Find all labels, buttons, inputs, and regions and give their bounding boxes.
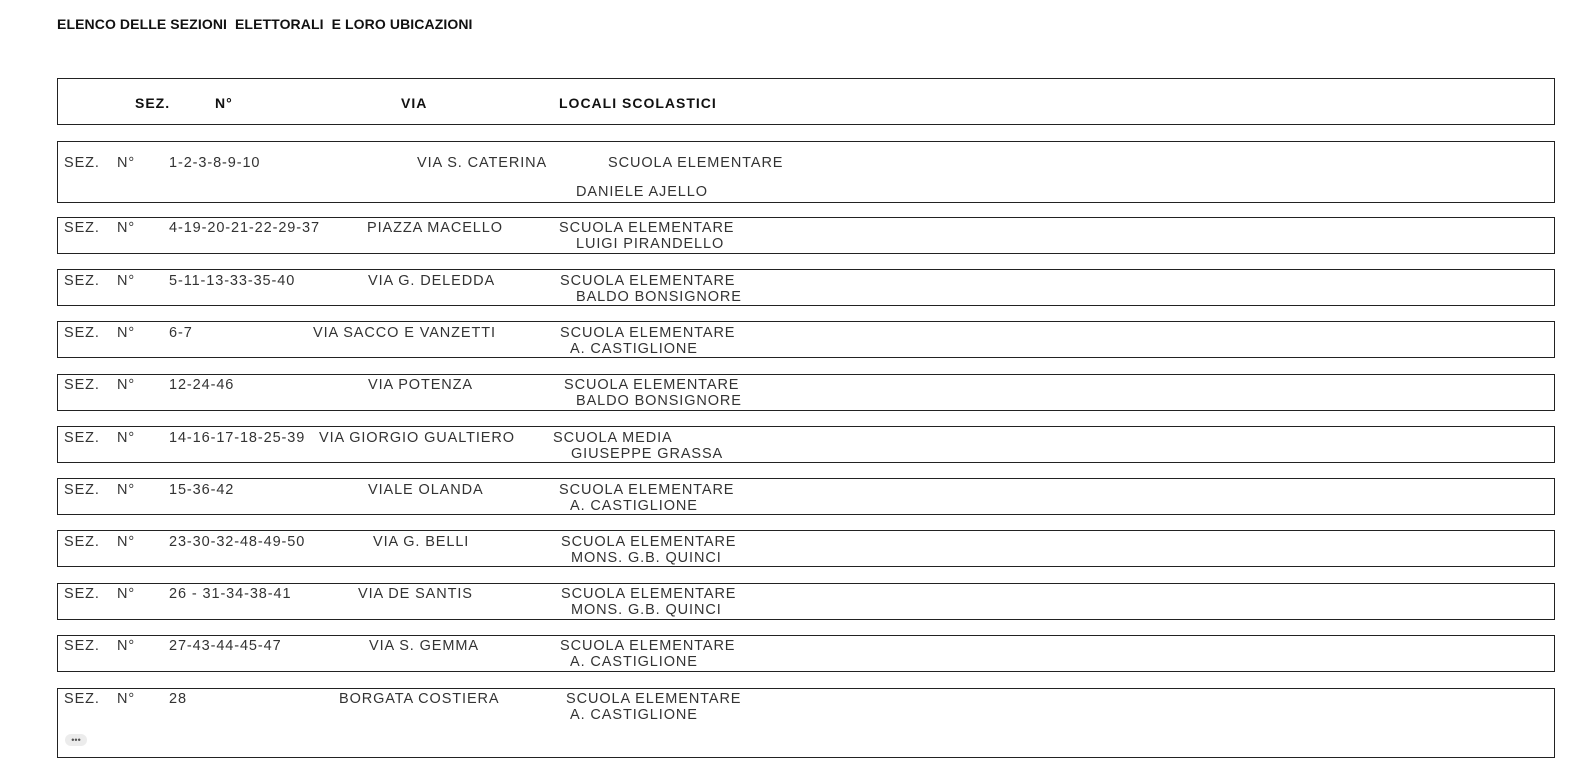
row-sections: 23-30-32-48-49-50 <box>169 534 306 550</box>
table-row <box>57 217 1555 254</box>
table-row <box>57 321 1555 358</box>
page-title: ELENCO DELLE SEZIONI ELETTORALI E LORO UBICAZIONI <box>57 16 473 32</box>
row-via: VIA S. GEMMA <box>369 638 479 654</box>
row-sections: 15-36-42 <box>169 482 235 498</box>
row-sez-label: SEZ. <box>64 273 100 289</box>
row-school-name: GIUSEPPE GRASSA <box>571 446 724 462</box>
row-school-name: A. CASTIGLIONE <box>570 341 698 357</box>
header-via: VIA <box>401 95 428 111</box>
row-via: VIALE OLANDA <box>368 482 484 498</box>
more-button[interactable]: ••• <box>65 734 87 746</box>
row-sez-label: SEZ. <box>64 430 100 446</box>
row-sections: 27-43-44-45-47 <box>169 638 282 654</box>
row-sections: 4-19-20-21-22-29-37 <box>169 220 320 236</box>
header-number: N° <box>215 95 233 111</box>
row-sez-label: SEZ. <box>64 482 100 498</box>
row-sez-label: SEZ. <box>64 586 100 602</box>
row-num-label: N° <box>117 534 136 550</box>
row-num-label: N° <box>117 482 136 498</box>
table-row <box>57 583 1555 620</box>
row-via: VIA S. CATERINA <box>417 155 548 171</box>
row-via: VIA G. BELLI <box>373 534 470 550</box>
row-via: VIA POTENZA <box>368 377 473 393</box>
row-school-type: SCUOLA ELEMENTARE <box>560 273 736 289</box>
row-num-label: N° <box>117 220 136 236</box>
row-via: VIA SACCO E VANZETTI <box>313 325 496 341</box>
row-num-label: N° <box>117 273 136 289</box>
row-num-label: N° <box>117 155 136 171</box>
row-school-type: SCUOLA ELEMENTARE <box>608 155 784 171</box>
table-row <box>57 688 1555 758</box>
row-num-label: N° <box>117 325 136 341</box>
row-sections: 28 <box>169 691 187 707</box>
table-row <box>57 374 1555 411</box>
table-row <box>57 426 1555 463</box>
row-school-type: SCUOLA ELEMENTARE <box>564 377 740 393</box>
row-sections: 1-2-3-8-9-10 <box>169 155 261 171</box>
row-school-name: BALDO BONSIGNORE <box>576 393 742 409</box>
row-num-label: N° <box>117 638 136 654</box>
row-sez-label: SEZ. <box>64 155 100 171</box>
row-school-type: SCUOLA ELEMENTARE <box>566 691 742 707</box>
row-sections: 12-24-46 <box>169 377 235 393</box>
row-school-name: BALDO BONSIGNORE <box>576 289 742 305</box>
table-row <box>57 141 1555 203</box>
table-row <box>57 635 1555 672</box>
row-via: BORGATA COSTIERA <box>339 691 500 707</box>
table-row <box>57 269 1555 306</box>
row-sections: 14-16-17-18-25-39 <box>169 430 306 446</box>
row-school-type: SCUOLA MEDIA <box>553 430 673 446</box>
row-sez-label: SEZ. <box>64 220 100 236</box>
row-school-type: SCUOLA ELEMENTARE <box>559 482 735 498</box>
row-school-name: A. CASTIGLIONE <box>570 654 698 670</box>
table-row <box>57 478 1555 515</box>
row-school-type: SCUOLA ELEMENTARE <box>560 638 736 654</box>
row-via: VIA G. DELEDDA <box>368 273 496 289</box>
row-sections: 5-11-13-33-35-40 <box>169 273 296 289</box>
row-school-name: A. CASTIGLIONE <box>570 498 698 514</box>
row-sez-label: SEZ. <box>64 534 100 550</box>
row-via: VIA GIORGIO GUALTIERO <box>319 430 515 446</box>
row-sez-label: SEZ. <box>64 691 100 707</box>
row-school-name: LUIGI PIRANDELLO <box>576 236 725 252</box>
row-sections: 6-7 <box>169 325 193 341</box>
row-sez-label: SEZ. <box>64 377 100 393</box>
row-school-name: DANIELE AJELLO <box>576 184 708 200</box>
row-sez-label: SEZ. <box>64 325 100 341</box>
row-school-type: SCUOLA ELEMENTARE <box>561 534 737 550</box>
row-num-label: N° <box>117 691 136 707</box>
row-school-name: MONS. G.B. QUINCI <box>571 550 722 566</box>
header-sez: SEZ. <box>135 95 171 111</box>
row-school-type: SCUOLA ELEMENTARE <box>561 586 737 602</box>
row-sez-label: SEZ. <box>64 638 100 654</box>
row-school-name: A. CASTIGLIONE <box>570 707 698 723</box>
row-num-label: N° <box>117 430 136 446</box>
row-via: VIA DE SANTIS <box>358 586 473 602</box>
row-num-label: N° <box>117 586 136 602</box>
table-row <box>57 530 1555 567</box>
table-header <box>57 78 1555 125</box>
row-sections: 26 - 31-34-38-41 <box>169 586 292 602</box>
row-school-name: MONS. G.B. QUINCI <box>571 602 722 618</box>
row-school-type: SCUOLA ELEMENTARE <box>560 325 736 341</box>
row-via: PIAZZA MACELLO <box>367 220 503 236</box>
row-school-type: SCUOLA ELEMENTARE <box>559 220 735 236</box>
header-locali: LOCALI SCOLASTICI <box>559 95 717 111</box>
row-num-label: N° <box>117 377 136 393</box>
